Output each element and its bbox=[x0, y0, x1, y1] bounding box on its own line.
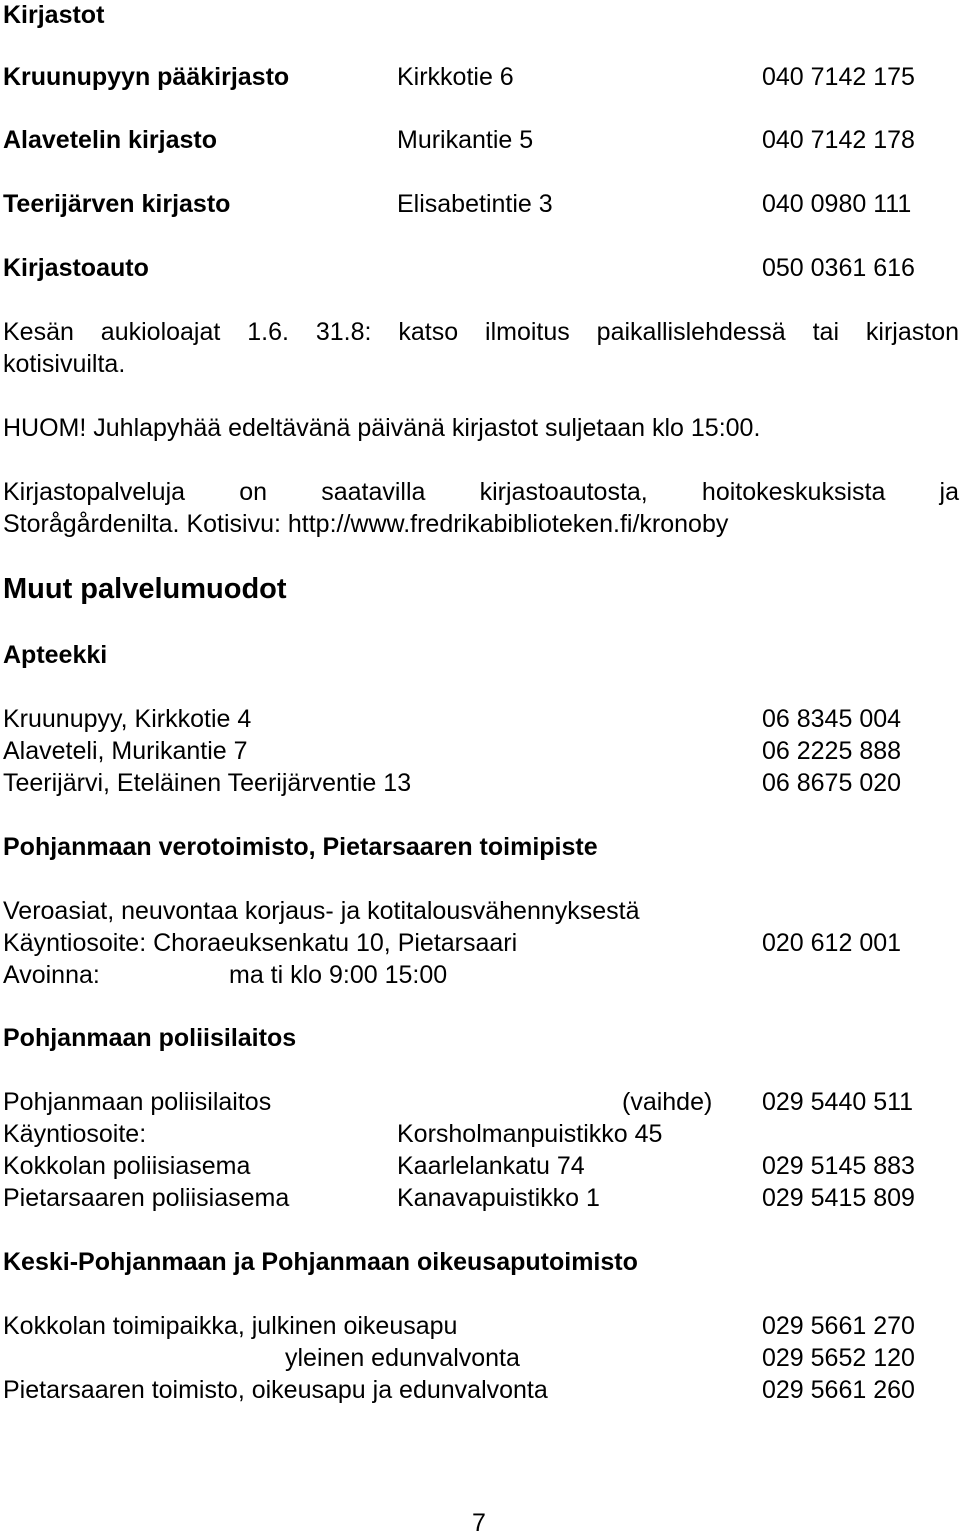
pharmacy-name: Kruunupyy, Kirkkotie 4 bbox=[3, 705, 252, 733]
legal-aid-name: Pietarsaaren toimisto, oikeusapu ja edunvalvonta bbox=[3, 1376, 548, 1404]
section-heading-verotoimisto: Pohjanmaan verotoimisto, Pietarsaaren toimipiste bbox=[3, 833, 598, 861]
services-line: Kirjastopalveluja on saatavilla kirjastoautosta, hoitokeskuksista ja bbox=[3, 478, 959, 506]
legal-aid-phone: 029 5661 270 bbox=[762, 1312, 915, 1340]
tax-phone: 020 612 001 bbox=[762, 929, 902, 957]
library-phone: 040 7142 175 bbox=[762, 63, 915, 91]
tax-visit-address: Käyntiosoite: Choraeuksenkatu 10, Pietarsaari bbox=[3, 929, 518, 957]
police-name: Kokkolan poliisiasema bbox=[3, 1152, 251, 1180]
tax-info-line: Veroasiat, neuvontaa korjaus- ja kotitalousvähennyksestä bbox=[3, 897, 640, 925]
police-phone: 029 5145 883 bbox=[762, 1152, 915, 1180]
police-name: Pohjanmaan poliisilaitos bbox=[3, 1088, 272, 1116]
library-phone: 050 0361 616 bbox=[762, 254, 915, 282]
legal-aid-phone: 029 5652 120 bbox=[762, 1344, 915, 1372]
summer-hours-line: kotisivuilta. bbox=[3, 350, 126, 378]
library-name: Teerijärven kirjasto bbox=[3, 190, 231, 218]
library-name: Kirjastoauto bbox=[3, 254, 149, 282]
library-name: Alavetelin kirjasto bbox=[3, 126, 217, 154]
pharmacy-phone: 06 2225 888 bbox=[762, 737, 902, 765]
legal-aid-name: yleinen edunvalvonta bbox=[285, 1344, 520, 1372]
library-address: Elisabetintie 3 bbox=[397, 190, 553, 218]
legal-aid-name: Kokkolan toimipaikka, julkinen oikeusapu bbox=[3, 1312, 458, 1340]
section-heading-muut: Muut palvelumuodot bbox=[3, 573, 287, 605]
section-heading-poliisi: Pohjanmaan poliisilaitos bbox=[3, 1024, 297, 1052]
section-heading-apteekki: Apteekki bbox=[3, 641, 108, 669]
police-address: Kanavapuistikko 1 bbox=[397, 1184, 600, 1212]
page-number: 7 bbox=[472, 1509, 486, 1537]
pharmacy-phone: 06 8345 004 bbox=[762, 705, 902, 733]
services-line: Storågårdenilta. Kotisivu: http://www.fredrikabiblioteken.fi/kronoby bbox=[3, 510, 729, 538]
summer-hours-line: Kesän aukioloajat 1.6. 31.8: katso ilmoitus paikallislehdessä tai kirjaston bbox=[3, 318, 959, 346]
pharmacy-name: Alaveteli, Murikantie 7 bbox=[3, 737, 248, 765]
section-heading-oikeusapu: Keski-Pohjanmaan ja Pohjanmaan oikeusaputoimisto bbox=[3, 1248, 638, 1276]
police-phone: 029 5415 809 bbox=[762, 1184, 915, 1212]
library-address: Murikantie 5 bbox=[397, 126, 534, 154]
library-name: Kruunupyyn pääkirjasto bbox=[3, 63, 290, 91]
police-address: (vaihde) bbox=[622, 1088, 713, 1116]
holiday-note: HUOM! Juhlapyhää edeltävänä päivänä kirjastot suljetaan klo 15:00. bbox=[3, 414, 761, 442]
legal-aid-phone: 029 5661 260 bbox=[762, 1376, 915, 1404]
police-address: Korsholmanpuistikko 45 bbox=[397, 1120, 663, 1148]
police-name: Pietarsaaren poliisiasema bbox=[3, 1184, 290, 1212]
pharmacy-name: Teerijärvi, Eteläinen Teerijärventie 13 bbox=[3, 769, 412, 797]
library-phone: 040 7142 178 bbox=[762, 126, 915, 154]
police-phone: 029 5440 511 bbox=[762, 1088, 914, 1116]
library-phone: 040 0980 111 bbox=[762, 190, 912, 218]
tax-open-label: Avoinna: bbox=[3, 961, 100, 989]
police-name: Käyntiosoite: bbox=[3, 1120, 147, 1148]
police-address: Kaarlelankatu 74 bbox=[397, 1152, 585, 1180]
library-address: Kirkkotie 6 bbox=[397, 63, 514, 91]
section-heading-kirjastot: Kirjastot bbox=[3, 1, 105, 29]
pharmacy-phone: 06 8675 020 bbox=[762, 769, 902, 797]
tax-open-hours: ma ti klo 9:00 15:00 bbox=[229, 961, 448, 989]
